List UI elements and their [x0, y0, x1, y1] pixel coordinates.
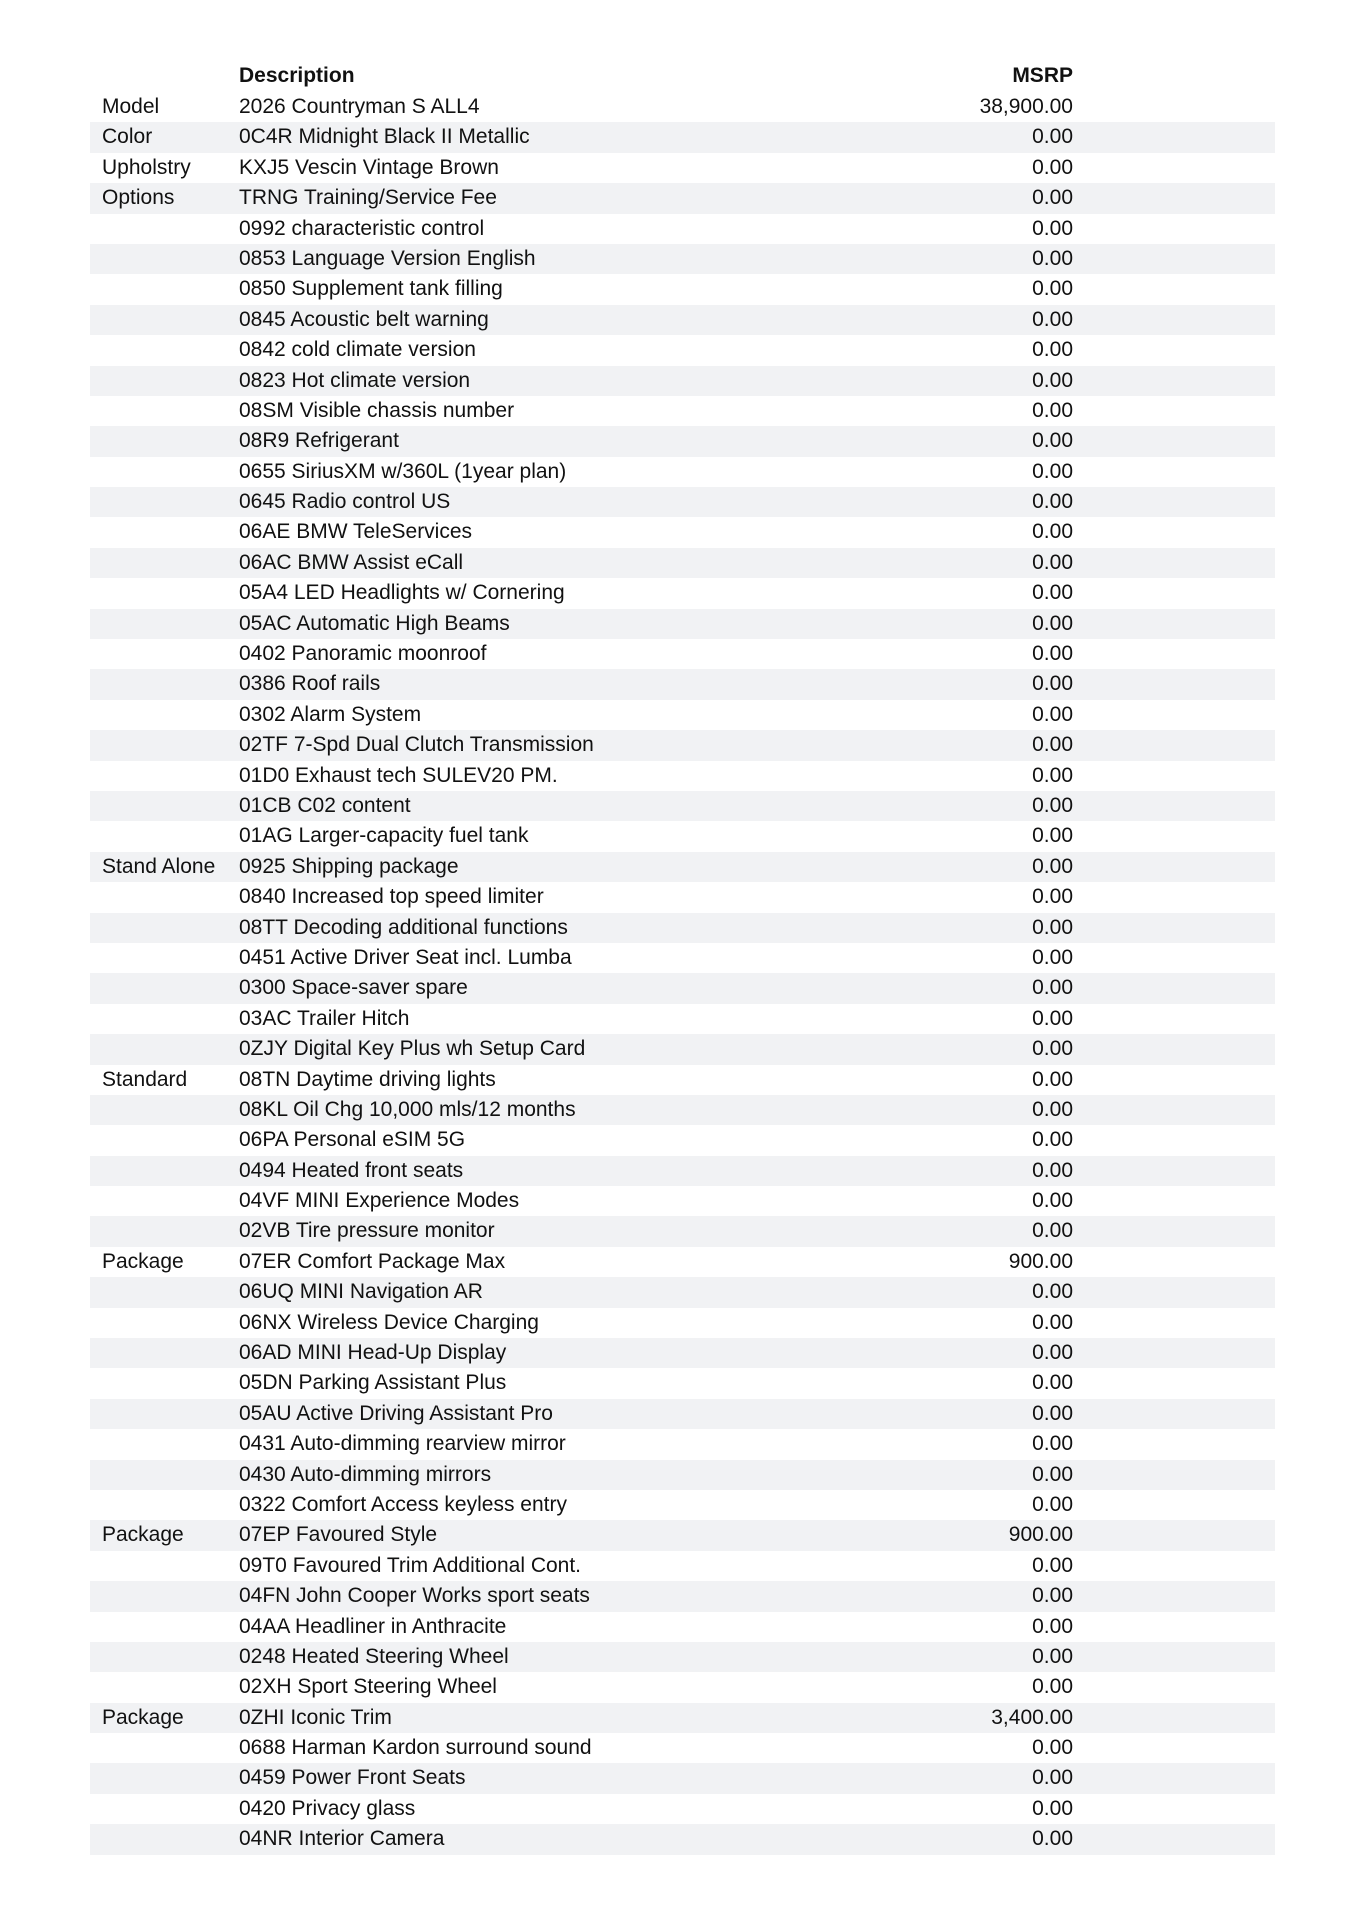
table-row [90, 548, 1275, 578]
table-row [90, 183, 1275, 213]
table-row [90, 1399, 1275, 1429]
row-description: 04VF MINI Experience Modes [239, 1189, 520, 1213]
row-msrp: 0.00 [1032, 429, 1073, 453]
row-description: 05A4 LED Headlights w/ Cornering [239, 581, 565, 605]
row-description: 0842 cold climate version [239, 338, 476, 362]
row-description: 0845 Acoustic belt warning [239, 307, 489, 331]
table-row [90, 1642, 1275, 1672]
row-description: 0451 Active Driver Seat incl. Lumba [239, 945, 572, 969]
row-msrp: 0.00 [1032, 1280, 1073, 1304]
row-description: 0925 Shipping package [239, 854, 459, 878]
row-description: 0ZHI Iconic Trim [239, 1705, 392, 1729]
row-category: Package [102, 1705, 184, 1729]
row-description: 04AA Headliner in Anthracite [239, 1614, 507, 1638]
row-msrp: 0.00 [1032, 398, 1073, 422]
table-row [90, 1156, 1275, 1186]
row-description: 2026 Countryman S ALL4 [239, 95, 480, 118]
row-msrp: 0.00 [1032, 945, 1073, 969]
row-msrp: 0.00 [1032, 1341, 1073, 1365]
table-row [90, 1065, 1275, 1095]
table-row [90, 1095, 1275, 1125]
row-description: 0322 Comfort Access keyless entry [239, 1492, 567, 1516]
row-msrp: 0.00 [1032, 1432, 1073, 1456]
table-row [90, 1581, 1275, 1611]
table-row [90, 517, 1275, 547]
table-row [90, 122, 1275, 152]
row-msrp: 0.00 [1032, 642, 1073, 666]
table-row [90, 274, 1275, 304]
table-row [90, 1368, 1275, 1398]
row-description: 0992 characteristic control [239, 216, 485, 240]
row-msrp: 0.00 [1032, 520, 1073, 544]
row-msrp: 0.00 [1032, 854, 1073, 878]
row-msrp: 0.00 [1032, 611, 1073, 635]
table-row [90, 1429, 1275, 1459]
table-row [90, 639, 1275, 669]
row-msrp: 0.00 [1032, 1067, 1073, 1091]
table-row [90, 214, 1275, 244]
row-msrp: 0.00 [1032, 216, 1073, 240]
table-row [90, 1338, 1275, 1368]
header-description: Description [239, 64, 355, 87]
row-msrp: 0.00 [1032, 1401, 1073, 1425]
row-msrp: 0.00 [1032, 793, 1073, 817]
row-description: 06AD MINI Head-Up Display [239, 1341, 507, 1365]
row-description: 01CB C02 content [239, 793, 411, 817]
row-description: 01AG Larger-capacity fuel tank [239, 824, 529, 848]
table-row [90, 1216, 1275, 1246]
row-description: 06NX Wireless Device Charging [239, 1310, 539, 1334]
row-description: 0645 Radio control US [239, 490, 451, 514]
row-description: 06AC BMW Assist eCall [239, 550, 464, 574]
row-msrp: 0.00 [1032, 1189, 1073, 1213]
row-description: 0850 Supplement tank filling [239, 277, 503, 301]
row-msrp: 0.00 [1032, 702, 1073, 726]
table-row [90, 1733, 1275, 1763]
table-row [90, 366, 1275, 396]
row-msrp: 0.00 [1032, 763, 1073, 787]
row-msrp: 0.00 [1032, 885, 1073, 909]
row-msrp: 0.00 [1032, 1006, 1073, 1030]
row-description: 0431 Auto-dimming rearview mirror [239, 1432, 566, 1456]
row-msrp: 0.00 [1032, 733, 1073, 757]
table-row [90, 457, 1275, 487]
row-description: 08TT Decoding additional functions [239, 915, 568, 939]
table-row [90, 1703, 1275, 1733]
row-description: 0494 Heated front seats [239, 1158, 464, 1182]
row-description: 02TF 7-Spd Dual Clutch Transmission [239, 733, 594, 757]
table-row [90, 1125, 1275, 1155]
table-row [90, 1551, 1275, 1581]
row-msrp: 0.00 [1032, 672, 1073, 696]
table-row [90, 1186, 1275, 1216]
row-description: 08TN Daytime driving lights [239, 1067, 496, 1091]
row-category: Model [102, 95, 160, 118]
row-msrp: 0.00 [1032, 1736, 1073, 1760]
table-row [90, 1004, 1275, 1034]
table-row [90, 700, 1275, 730]
table-row [90, 153, 1275, 183]
row-description: 0655 SiriusXM w/360L (1year plan) [239, 459, 567, 483]
table-header [90, 64, 1275, 92]
row-description: 08KL Oil Chg 10,000 mls/12 months [239, 1097, 576, 1121]
row-description: 0823 Hot climate version [239, 368, 471, 392]
table-row [90, 305, 1275, 335]
row-description: 0853 Language Version English [239, 246, 536, 270]
row-category: Upholstry [102, 155, 191, 179]
table-row [90, 244, 1275, 274]
table-row [90, 943, 1275, 973]
row-description: 05DN Parking Assistant Plus [239, 1371, 507, 1395]
table-row [90, 578, 1275, 608]
table-row [90, 1277, 1275, 1307]
table-row [90, 821, 1275, 851]
header-msrp: MSRP [1012, 64, 1073, 87]
table-row [90, 609, 1275, 639]
row-msrp: 900.00 [1008, 1523, 1073, 1547]
table-row [90, 913, 1275, 943]
row-msrp: 3,400.00 [991, 1705, 1073, 1729]
row-msrp: 0.00 [1032, 1827, 1073, 1851]
table-row [90, 1308, 1275, 1338]
row-description: 0386 Roof rails [239, 672, 381, 696]
row-description: 0688 Harman Kardon surround sound [239, 1736, 592, 1760]
row-description: 02XH Sport Steering Wheel [239, 1675, 497, 1699]
row-category: Options [102, 186, 175, 210]
row-msrp: 0.00 [1032, 1097, 1073, 1121]
row-description: TRNG Training/Service Fee [239, 186, 497, 210]
row-description: 0302 Alarm System [239, 702, 422, 726]
row-msrp: 0.00 [1032, 186, 1073, 210]
row-msrp: 0.00 [1032, 1584, 1073, 1608]
table-row [90, 1794, 1275, 1824]
row-msrp: 0.00 [1032, 338, 1073, 362]
row-category: Color [102, 125, 153, 149]
row-msrp: 38,900.00 [979, 95, 1073, 118]
row-description: 0420 Privacy glass [239, 1796, 416, 1820]
row-msrp: 0.00 [1032, 307, 1073, 331]
table-row [90, 1247, 1275, 1277]
table-row [90, 487, 1275, 517]
row-msrp: 0.00 [1032, 1766, 1073, 1790]
row-description: KXJ5 Vescin Vintage Brown [239, 155, 499, 179]
table-row [90, 730, 1275, 760]
row-description: 0402 Panoramic moonroof [239, 642, 487, 666]
table-row [90, 1612, 1275, 1642]
row-msrp: 0.00 [1032, 1614, 1073, 1638]
row-msrp: 0.00 [1032, 824, 1073, 848]
table-row [90, 396, 1275, 426]
table-row [90, 1460, 1275, 1490]
table-row [90, 852, 1275, 882]
row-msrp: 0.00 [1032, 1310, 1073, 1334]
row-description: 06AE BMW TeleServices [239, 520, 473, 544]
table-row [90, 1034, 1275, 1064]
row-description: 0459 Power Front Seats [239, 1766, 466, 1790]
row-description: 05AU Active Driving Assistant Pro [239, 1401, 553, 1425]
table-row [90, 973, 1275, 1003]
row-msrp: 0.00 [1032, 459, 1073, 483]
row-description: 04FN John Cooper Works sport seats [239, 1584, 590, 1608]
row-description: 02VB Tire pressure monitor [239, 1219, 495, 1243]
row-msrp: 0.00 [1032, 1037, 1073, 1061]
row-msrp: 0.00 [1032, 1675, 1073, 1699]
table-row [90, 1824, 1275, 1854]
row-description: 08R9 Refrigerant [239, 429, 399, 453]
table-row [90, 1490, 1275, 1520]
row-msrp: 0.00 [1032, 1492, 1073, 1516]
row-msrp: 0.00 [1032, 1796, 1073, 1820]
row-description: 08SM Visible chassis number [239, 398, 515, 422]
row-msrp: 0.00 [1032, 1128, 1073, 1152]
options-table [90, 92, 1275, 1855]
row-msrp: 900.00 [1008, 1249, 1073, 1273]
row-description: 07ER Comfort Package Max [239, 1249, 506, 1273]
row-msrp: 0.00 [1032, 155, 1073, 179]
row-msrp: 0.00 [1032, 550, 1073, 574]
row-msrp: 0.00 [1032, 1219, 1073, 1243]
row-description: 01D0 Exhaust tech SULEV20 PM. [239, 763, 558, 787]
row-category: Package [102, 1523, 184, 1547]
row-msrp: 0.00 [1032, 581, 1073, 605]
row-description: 03AC Trailer Hitch [239, 1006, 410, 1030]
table-row [90, 92, 1275, 122]
row-description: 04NR Interior Camera [239, 1827, 445, 1851]
row-description: 06PA Personal eSIM 5G [239, 1128, 466, 1152]
table-row [90, 791, 1275, 821]
row-description: 0C4R Midnight Black II Metallic [239, 125, 530, 149]
row-description: 0ZJY Digital Key Plus wh Setup Card [239, 1037, 586, 1061]
row-category: Stand Alone [102, 854, 216, 878]
table-row [90, 761, 1275, 791]
row-description: 09T0 Favoured Trim Additional Cont. [239, 1553, 582, 1577]
table-row [90, 1763, 1275, 1793]
row-description: 06UQ MINI Navigation AR [239, 1280, 483, 1304]
table-row [90, 882, 1275, 912]
table-row [90, 669, 1275, 699]
row-description: 0840 Increased top speed limiter [239, 885, 544, 909]
row-description: 0430 Auto-dimming mirrors [239, 1462, 492, 1486]
table-row [90, 426, 1275, 456]
row-msrp: 0.00 [1032, 277, 1073, 301]
row-msrp: 0.00 [1032, 490, 1073, 514]
row-msrp: 0.00 [1032, 1462, 1073, 1486]
row-msrp: 0.00 [1032, 915, 1073, 939]
table-row [90, 335, 1275, 365]
table-row [90, 1672, 1275, 1702]
row-description: 0248 Heated Steering Wheel [239, 1644, 509, 1668]
row-msrp: 0.00 [1032, 1158, 1073, 1182]
row-msrp: 0.00 [1032, 246, 1073, 270]
row-category: Standard [102, 1067, 188, 1091]
row-category: Package [102, 1249, 184, 1273]
row-description: 0300 Space-saver spare [239, 976, 468, 1000]
row-msrp: 0.00 [1032, 1371, 1073, 1395]
row-msrp: 0.00 [1032, 368, 1073, 392]
row-msrp: 0.00 [1032, 1553, 1073, 1577]
row-description: 05AC Automatic High Beams [239, 611, 510, 635]
row-msrp: 0.00 [1032, 976, 1073, 1000]
row-msrp: 0.00 [1032, 125, 1073, 149]
row-description: 07EP Favoured Style [239, 1523, 438, 1547]
row-msrp: 0.00 [1032, 1644, 1073, 1668]
table-row [90, 1520, 1275, 1550]
